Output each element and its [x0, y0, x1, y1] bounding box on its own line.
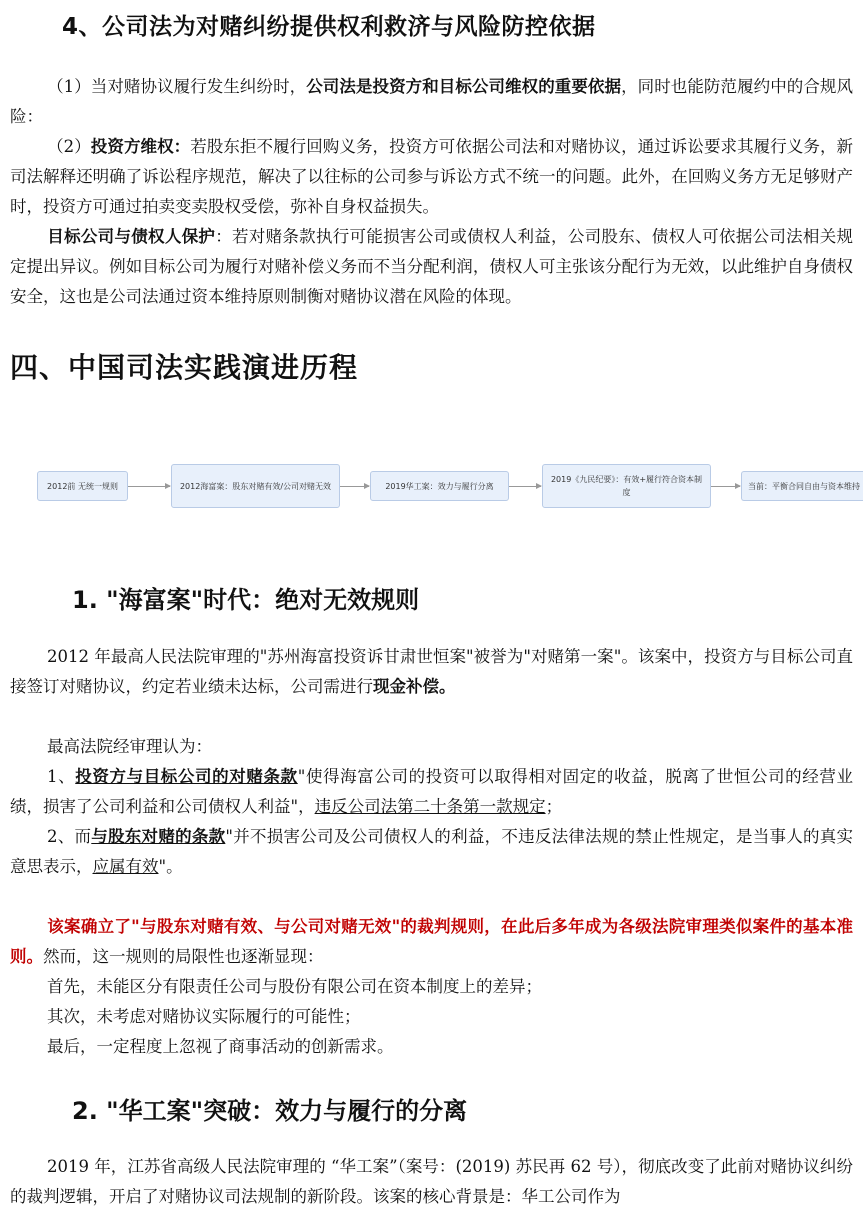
flow-arrow-2: [340, 486, 369, 487]
part-4-heading: 四、中国司法实践演进历程: [10, 351, 359, 384]
flow-arrow-1: [128, 486, 170, 487]
case1-paragraph-7: 其次，未考虑对赌协议实际履行的可能性；: [47, 1007, 361, 1026]
flow-step-5: 当前：平衡合同自由与资本维持: [741, 471, 863, 501]
flow-arrow-3: [509, 486, 541, 487]
case1-paragraph-6: 首先，未能区分有限责任公司与股份有限公司在资本制度上的差异；: [47, 977, 542, 996]
case-1-heading: 1. "海富案"时代：绝对无效规则: [72, 586, 420, 614]
sec4-paragraph-1: （1）当对赌协议履行发生纠纷时，公司法是投资方和目标公司维权的重要依据，同时也能防范履约中的合规风险：: [10, 77, 854, 126]
flow-step-1: 2012前 无统一规则: [37, 471, 128, 501]
section-4-heading: 4、公司法为对赌纠纷提供权利救济与风险防控依据: [62, 14, 596, 40]
case1-paragraph-1: 2012 年最高人民法院审理的"苏州海富投资诉甘肃世恒案"被誉为"对赌第一案"。该案中，投资方与目标公司直接签订对赌协议，约定若业绩未达标，公司需进行现金补偿。: [10, 647, 853, 696]
evolution-flowchart: [0, 455, 863, 525]
case1-paragraph-4: 2、而与股东对赌的条款"并不损害公司及公司债权人的利益，不违反法律法规的禁止性规定，是当事人的真实意思表示，应属有效"。: [10, 827, 854, 876]
case2-paragraph-1: 2019 年，江苏省高级人民法院审理的 “华工案”（案号：(2019) 苏民再 62 号），彻底改变了此前对赌协议纠纷的裁判逻辑，开启了对赌协议司法规制的新阶段。该案的核心背景是：华工公司作为: [10, 1157, 853, 1206]
flow-arrow-4: [711, 486, 740, 487]
flow-step-3: 2019华工案：效力与履行分离: [370, 471, 509, 501]
flow-step-2: 2012海富案：股东对赌有效/公司对赌无效: [171, 464, 340, 508]
case1-paragraph-2: 最高法院经审理认为：: [47, 737, 212, 756]
sec4-paragraph-2: （2）投资方维权：若股东拒不履行回购义务，投资方可依据公司法和对赌协议，通过诉讼要求其履行义务，新司法解释还明确了诉讼程序规范，解决了以往标的公司参与诉讼方式不统一的问题。此外，在回购义务方无足够财产时，投资方可通过拍卖变卖股权受偿，弥补自身权益损失。: [10, 137, 854, 216]
flow-step-4: 2019《九民纪要》：有效+履行符合资本制度: [542, 464, 711, 508]
case1-paragraph-5: 该案确立了"与股东对赌有效、与公司对赌无效"的裁判规则，在此后多年成为各级法院审理类似案件的基本准则。然而，这一规则的局限性也逐渐显现：: [10, 917, 853, 966]
sec4-paragraph-3: 目标公司与债权人保护：若对赌条款执行可能损害公司或债权人利益，公司股东、债权人可依据公司法相关规定提出异议。例如目标公司为履行对赌补偿义务而不当分配利润，债权人可主张该分配行为无效，以此维护自身债权安全，这也是公司法通过资本维持原则制衡对赌协议潜在风险的体现。: [10, 227, 854, 306]
case1-paragraph-8: 最后，一定程度上忽视了商事活动的创新需求。: [47, 1037, 394, 1056]
case-2-heading: 2. "华工案"突破：效力与履行的分离: [72, 1097, 468, 1125]
case1-paragraph-3: 1、投资方与目标公司的对赌条款"使得海富公司的投资可以取得相对固定的收益，脱离了世恒公司的经营业绩，损害了公司利益和公司债权人利益"，违反公司法第二十条第一款规定；: [10, 767, 854, 816]
